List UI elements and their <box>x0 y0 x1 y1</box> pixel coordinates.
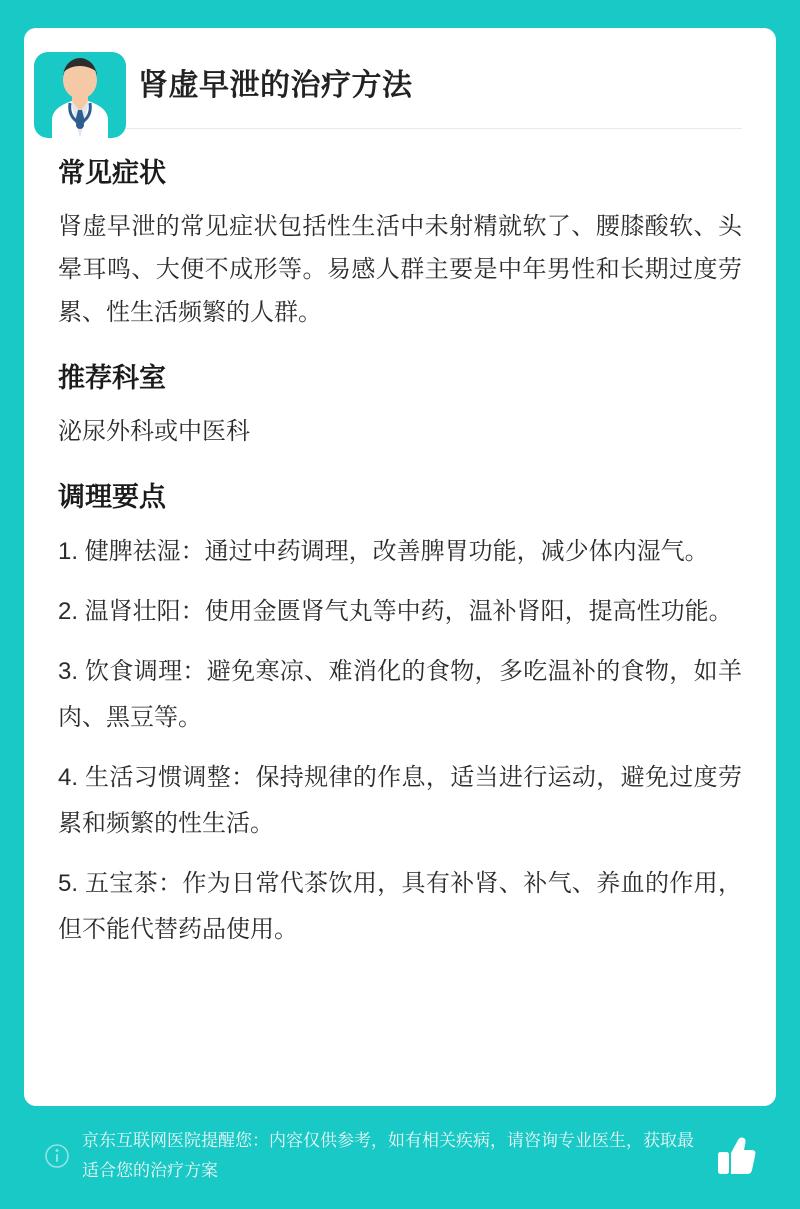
info-circle-icon <box>44 1143 70 1169</box>
section-heading-care-points: 调理要点 <box>58 482 166 512</box>
thumbs-up-icon[interactable] <box>716 1135 756 1177</box>
content-card <box>24 28 776 1106</box>
list-item: 4. 生活习惯调整：保持规律的作息，适当进行运动，避免过度劳累和频繁的性生活。 <box>58 764 742 837</box>
section-heading-department: 推荐科室 <box>58 363 166 393</box>
list-item: 3. 饮食调理：避免寒凉、难消化的食物，多吃温补的食物，如羊肉、黑豆等。 <box>58 658 742 731</box>
footer-disclaimer <box>24 1112 776 1186</box>
title-divider <box>58 128 742 129</box>
section-heading-symptoms: 常见症状 <box>58 158 166 188</box>
section-text-department: 泌尿外科或中医科 <box>58 418 250 445</box>
page-title: 肾虚早泄的治疗方法 <box>138 69 413 102</box>
list-item: 5. 五宝茶：作为日常代茶饮用，具有补肾、补气、养血的作用，但不能代替药品使用。 <box>58 870 742 943</box>
list-item: 2. 温肾壮阳：使用金匮肾气丸等中药，温补肾阳，提高性功能。 <box>58 598 733 625</box>
doctor-avatar-icon <box>32 46 128 142</box>
footer-text: 京东互联网医院提醒您：内容仅供参考，如有相关疾病，请咨询专业医生，获取最适合您的治疗方案 <box>82 1131 694 1180</box>
section-text-symptoms: 肾虚早泄的常见症状包括性生活中未射精就软了、腰膝酸软、头晕耳鸣、大便不成形等。易感人群主要是中年男性和长期过度劳累、性生活频繁的人群。 <box>58 213 742 326</box>
list-item: 1. 健脾祛湿：通过中药调理，改善脾胃功能，减少体内湿气。 <box>58 538 709 565</box>
care-points-list <box>58 529 742 953</box>
